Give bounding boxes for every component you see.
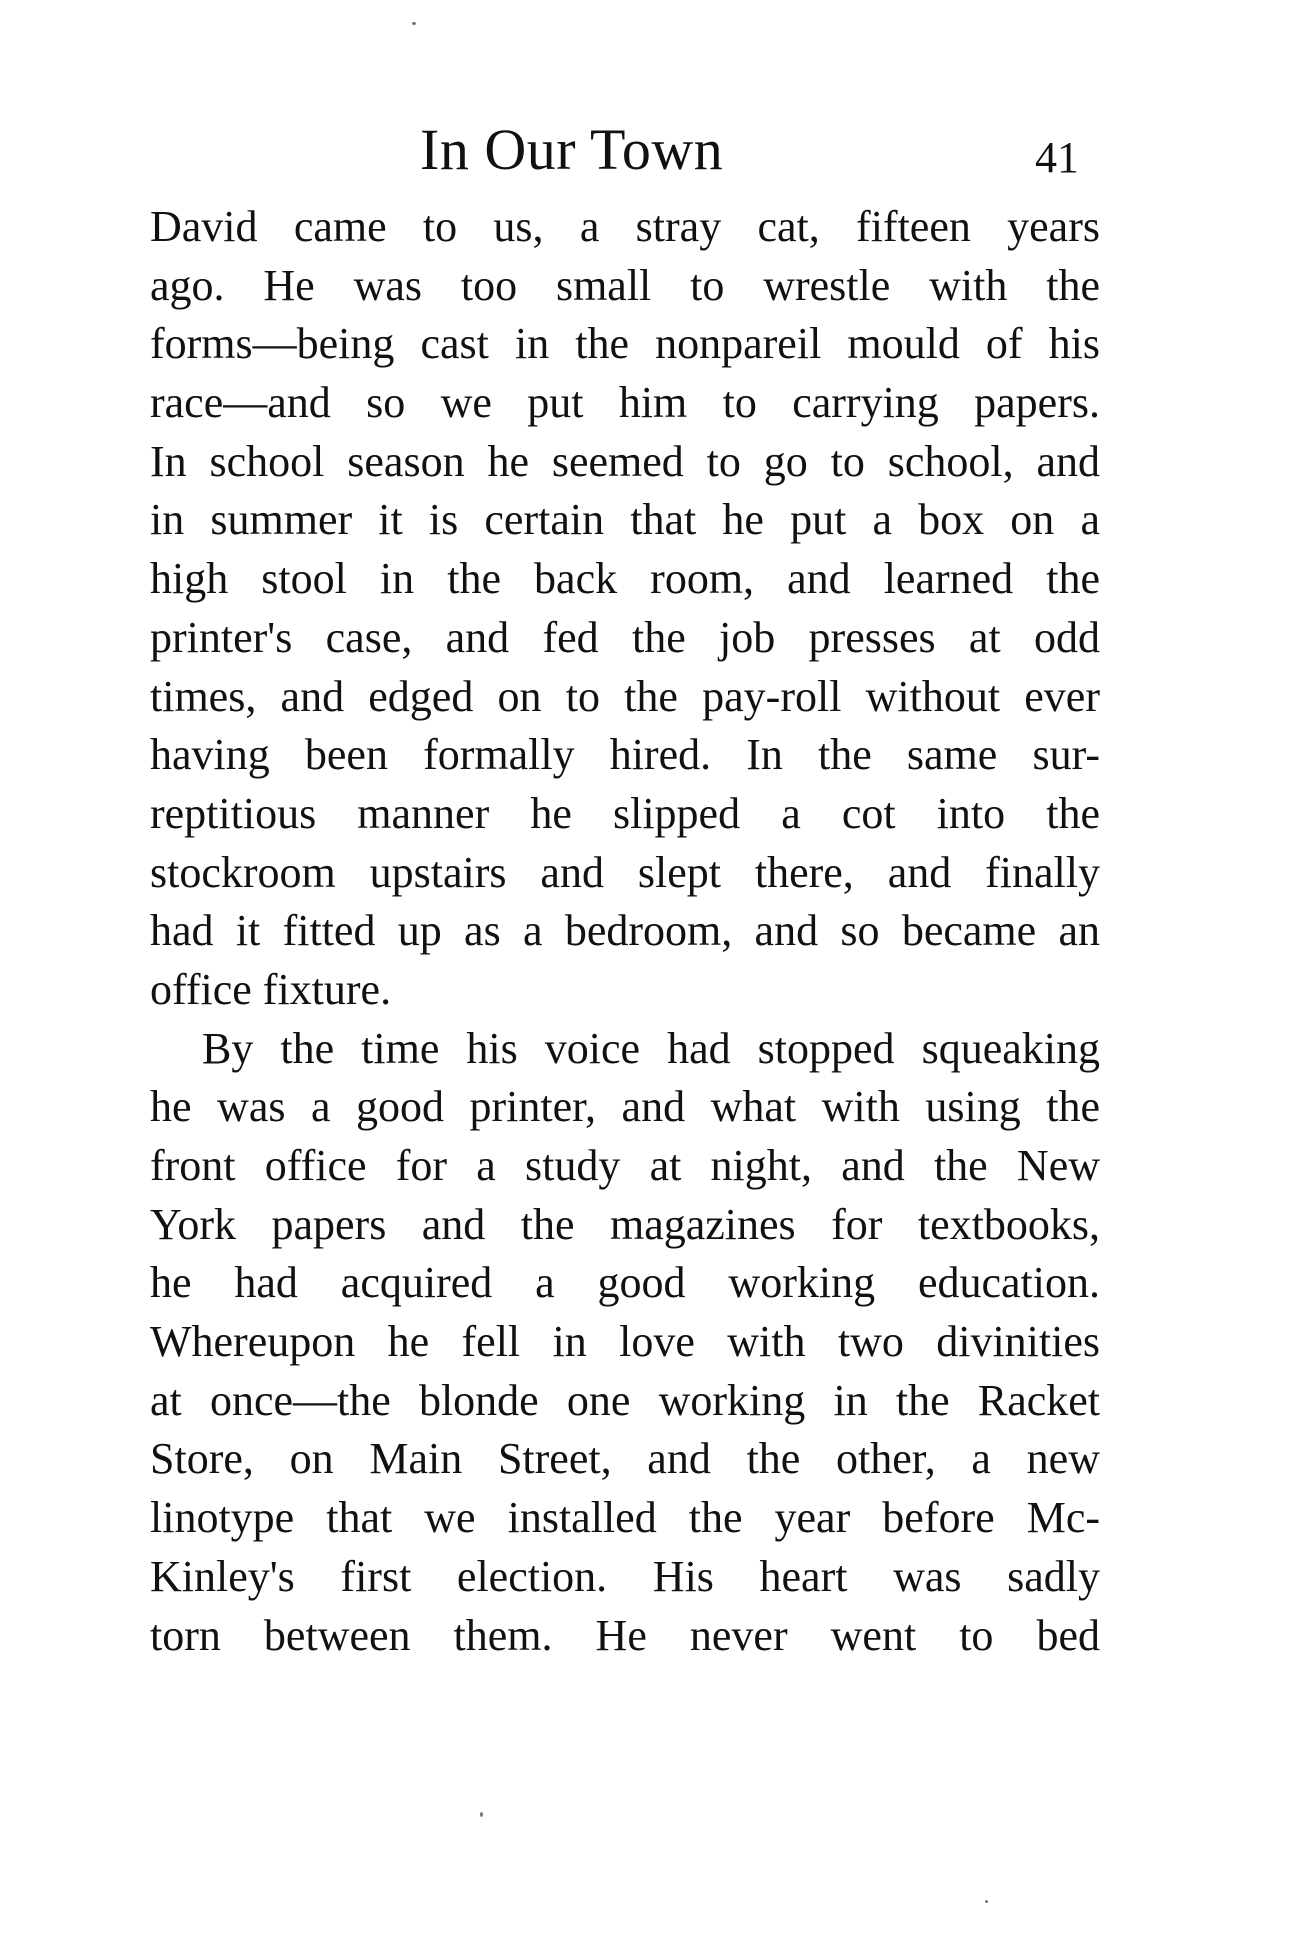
scan-speck xyxy=(412,22,416,25)
text-line: had it fitted up as a bedroom, and so became an xyxy=(150,906,1100,956)
text-line: Store, on Main Street, and the other, a new xyxy=(150,1434,1100,1484)
text-line: York papers and the magazines for textbooks, xyxy=(150,1199,1100,1249)
body-text xyxy=(150,198,1100,1665)
text-line: By the time his voice had stopped squeaking xyxy=(202,1023,1100,1073)
text-line: David came to us, a stray cat, fifteen years xyxy=(150,202,1100,251)
running-title: In Our Town xyxy=(420,117,724,182)
text-line: torn between them. He never went to bed xyxy=(150,1610,1100,1660)
text-line: at once—the blonde one working in the Racket xyxy=(150,1375,1100,1425)
text-line: he was a good printer, and what with using the xyxy=(150,1082,1100,1132)
text-line: having been formally hired. In the same sur- xyxy=(150,730,1100,780)
text-line: in summer it is certain that he put a box on a xyxy=(150,495,1100,545)
text-line: front office for a study at night, and the New xyxy=(150,1141,1100,1190)
text-line: reptitious manner he slipped a cot into the xyxy=(150,788,1100,838)
scan-speck xyxy=(480,1812,483,1817)
text-line: In school season he seemed to go to school, and xyxy=(150,436,1100,486)
text-line: times, and edged on to the pay-roll without ever xyxy=(150,671,1100,721)
text-line: Whereupon he fell in love with two divinities xyxy=(150,1317,1100,1367)
paragraph-2 xyxy=(150,1020,1100,1666)
scan-speck xyxy=(985,1900,988,1903)
text-line: ago. He was too small to wrestle with the xyxy=(150,260,1100,310)
text-line: office fixture. xyxy=(150,964,392,1014)
text-line: stockroom upstairs and slept there, and finally xyxy=(150,847,1100,897)
text-line: linotype that we installed the year before Mc- xyxy=(150,1493,1100,1543)
text-line: Kinley's first election. His heart was sadly xyxy=(150,1551,1100,1601)
text-line: he had acquired a good working education. xyxy=(150,1258,1100,1308)
text-line: high stool in the back room, and learned the xyxy=(150,554,1100,604)
text-line: printer's case, and fed the job presses at odd xyxy=(150,612,1100,662)
text-line: race—and so we put him to carrying papers. xyxy=(150,378,1100,428)
paragraph-1 xyxy=(150,198,1100,1020)
page-number: 41 xyxy=(1035,133,1079,182)
text-line: forms—being cast in the nonpareil mould of his xyxy=(150,319,1100,369)
